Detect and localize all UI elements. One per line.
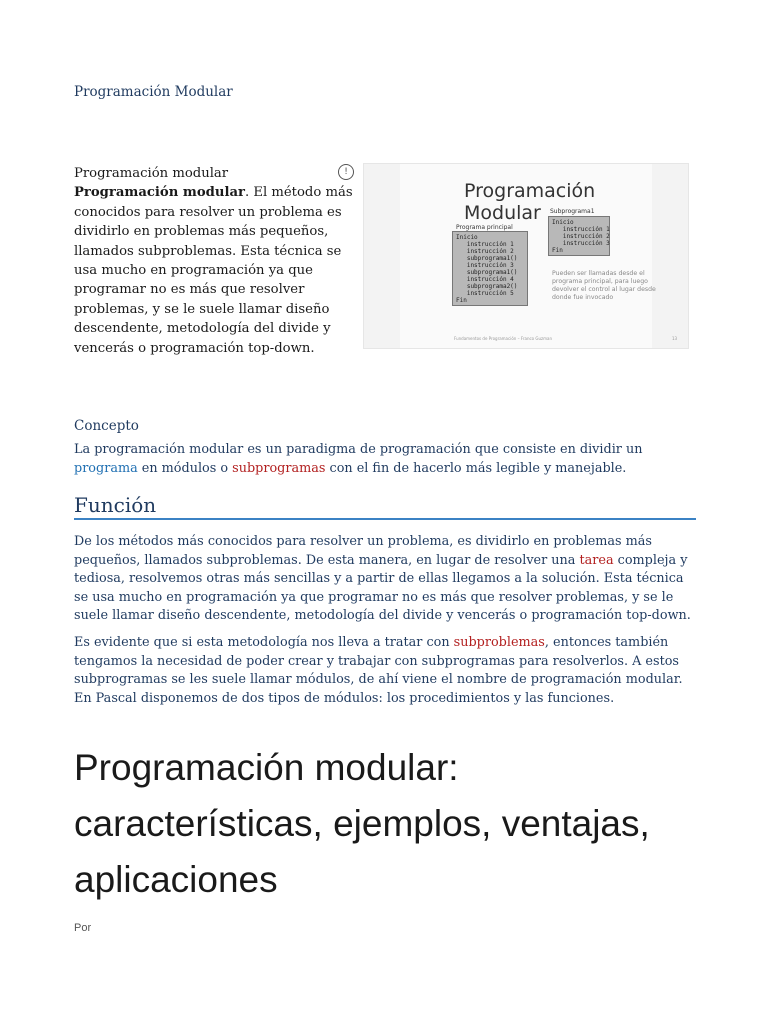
slide-canvas [400, 164, 678, 348]
funcion-paragraph-1: De los métodos más conocidos para resolver un problema, es dividirlo en problemas más pequeños, llamados subproblemas. De esta manera, en lugar de resolver una tarea compleja y tediosa, resolvemos otras más sencillas y a partir de ellas llegamos a la solución. Esta técnica se usa mucho en programación ya que programar no es más que resolver problemas, y se le suele llamar diseño descendente, metodología del divide y vencerás o programación top-down. [74, 534, 691, 624]
slide-sub-label: Subprograma1 [550, 208, 595, 215]
slide-main-code: Inicio instrucción 1 instrucción 2 subprograma1() instrucción 3 subprograma1() instrucción 4 subprograma2() instrucción 5 Fin [456, 234, 518, 304]
link-programa[interactable]: programa [74, 460, 138, 476]
intro-paragraph [74, 164, 360, 358]
article-byline: Por [74, 922, 92, 934]
page-title: Programación Modular [74, 84, 233, 100]
slide-footer: Fundamentos de Programación – Franco Guzman [454, 336, 553, 341]
link-tarea[interactable]: tarea [579, 552, 614, 568]
link-subprogramas[interactable]: subprogramas [232, 460, 326, 476]
article-title: Programación modular: características, ejemplos, ventajas, aplicaciones [74, 747, 650, 900]
link-subproblemas[interactable]: subproblemas [453, 635, 545, 650]
slide-image [363, 163, 689, 349]
intro-bold-term: Programación modular [74, 185, 245, 201]
funcion-heading: Función [74, 493, 157, 517]
slide-main-label: Programa principal [456, 224, 513, 231]
slide-subprogram-box [548, 216, 610, 256]
slide-title: Programación Modular [464, 180, 596, 224]
slide-sub-code: Inicio instrucción 1 instrucción 2 instrucción 3 Fin [552, 219, 610, 254]
intro-text: . El método más conocidos para resolver un problema es dividirlo en problemas más pequeños, llamados subproblemas. Esta técnica se usa mucho en programación ya que programar no es más que resolver problemas, y se le suele llamar diseño descendente, metodología del divide y vencerás o programación top-down. [74, 185, 353, 356]
funcion-paragraph-2: Es evidente que si esta metodología nos lleva a tratar con subproblemas, entonces también tengamos la necesidad de poder crear y trabajar con subprogramas para resolverlos. A estos subprogramas se les suele llamar módulos, de ahí viene el nombre de programación modular. En Pascal disponemos de dos tipos de módulos: los procedimientos y las funciones. [74, 635, 683, 706]
concepto-paragraph: La programación modular es un paradigma de programación que consiste en dividir un programa en módulos o subprogramas con el fin de hacerlo más legible y manejable. [74, 442, 643, 476]
intro-title: Programación modular [74, 166, 229, 181]
concepto-heading: Concepto [74, 418, 139, 434]
slide-page-number: 13 [672, 336, 678, 341]
slide-main-program-box [452, 231, 528, 306]
heading-underline [74, 518, 696, 520]
info-icon[interactable]: ! [338, 164, 354, 180]
slide-note: Pueden ser llamadas desde el programa principal, para luego devolver el control al lugar desde donde fue invocado [552, 270, 656, 301]
